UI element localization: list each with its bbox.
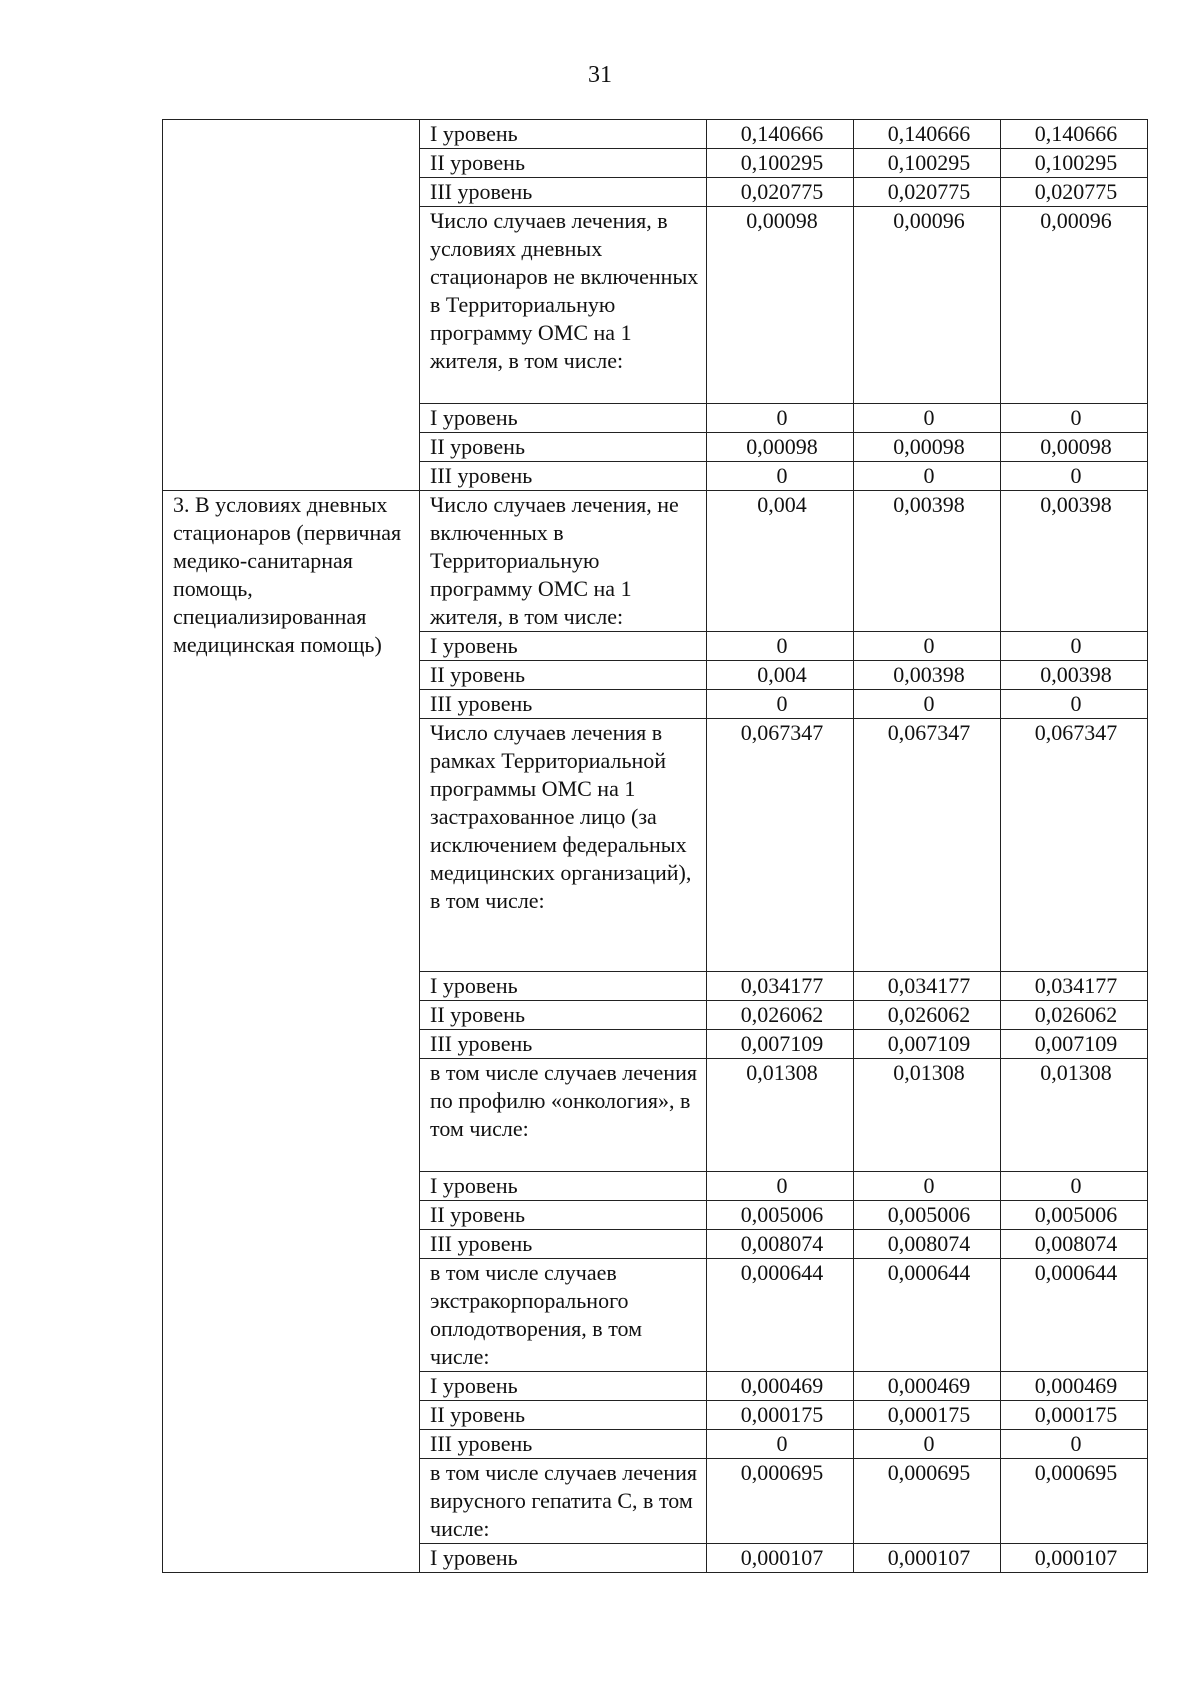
row-label: в том числе случаев лечения вирусного гепатита С, в том числе: bbox=[420, 1459, 707, 1544]
row-label: III уровень bbox=[420, 1030, 707, 1059]
value-cell: 0,140666 bbox=[1001, 120, 1148, 149]
value-cell: 0,100295 bbox=[707, 149, 854, 178]
value-cell: 0,100295 bbox=[1001, 149, 1148, 178]
value-cell: 0,000175 bbox=[854, 1401, 1001, 1430]
row-label: II уровень bbox=[420, 149, 707, 178]
value-cell: 0,000175 bbox=[1001, 1401, 1148, 1430]
value-cell: 0,000469 bbox=[854, 1372, 1001, 1401]
value-cell: 0 bbox=[707, 462, 854, 491]
value-cell: 0,005006 bbox=[1001, 1201, 1148, 1230]
value-cell: 0 bbox=[854, 462, 1001, 491]
value-cell: 0,034177 bbox=[707, 972, 854, 1001]
value-cell: 0,00098 bbox=[1001, 433, 1148, 462]
row-label: I уровень bbox=[420, 1372, 707, 1401]
category-cell-empty bbox=[163, 120, 420, 491]
value-cell: 0 bbox=[707, 1430, 854, 1459]
value-cell: 0,000107 bbox=[854, 1544, 1001, 1573]
value-cell: 0,000175 bbox=[707, 1401, 854, 1430]
value-cell: 0,00098 bbox=[707, 207, 854, 404]
value-cell: 0 bbox=[1001, 404, 1148, 433]
row-label: Число случаев лечения в рамках Территориальной программы ОМС на 1 застрахованное лицо (за исключением федеральных медицинских организаций), в том числе: bbox=[420, 719, 707, 972]
value-cell: 0,000107 bbox=[707, 1544, 854, 1573]
data-table bbox=[162, 119, 1148, 1573]
row-label: III уровень bbox=[420, 462, 707, 491]
value-cell: 0,00398 bbox=[854, 491, 1001, 632]
page-number: 31 bbox=[588, 62, 612, 88]
row-label: II уровень bbox=[420, 433, 707, 462]
value-cell: 0,008074 bbox=[854, 1230, 1001, 1259]
value-cell: 0 bbox=[707, 632, 854, 661]
row-label: I уровень bbox=[420, 1172, 707, 1201]
value-cell: 0,067347 bbox=[854, 719, 1001, 972]
row-label: в том числе случаев экстракорпорального оплодотворения, в том числе: bbox=[420, 1259, 707, 1372]
value-cell: 0 bbox=[854, 1430, 1001, 1459]
value-cell: 0 bbox=[854, 632, 1001, 661]
value-cell: 0,01308 bbox=[854, 1059, 1001, 1172]
category-cell: 3. В условиях дневных стационаров (первичная медико-санитарная помощь, специализированная медицинская помощь) bbox=[163, 491, 420, 1573]
value-cell: 0,00398 bbox=[1001, 491, 1148, 632]
value-cell: 0 bbox=[707, 404, 854, 433]
row-label: III уровень bbox=[420, 1230, 707, 1259]
value-cell: 0,000695 bbox=[1001, 1459, 1148, 1544]
value-cell: 0,026062 bbox=[1001, 1001, 1148, 1030]
value-cell: 0,01308 bbox=[707, 1059, 854, 1172]
value-cell: 0 bbox=[1001, 1430, 1148, 1459]
value-cell: 0,000695 bbox=[854, 1459, 1001, 1544]
value-cell: 0,020775 bbox=[854, 178, 1001, 207]
row-label: Число случаев лечения, в условиях дневных стационаров не включенных в Территориальную программу ОМС на 1 жителя, в том числе: bbox=[420, 207, 707, 404]
value-cell: 0,000695 bbox=[707, 1459, 854, 1544]
value-cell: 0,008074 bbox=[707, 1230, 854, 1259]
value-cell: 0,067347 bbox=[707, 719, 854, 972]
table-row bbox=[163, 491, 1148, 632]
value-cell: 0,020775 bbox=[707, 178, 854, 207]
value-cell: 0,004 bbox=[707, 491, 854, 632]
value-cell: 0 bbox=[1001, 462, 1148, 491]
row-label: III уровень bbox=[420, 690, 707, 719]
value-cell: 0,000644 bbox=[707, 1259, 854, 1372]
row-label: II уровень bbox=[420, 1201, 707, 1230]
value-cell: 0,008074 bbox=[1001, 1230, 1148, 1259]
row-label: I уровень bbox=[420, 120, 707, 149]
row-label: I уровень bbox=[420, 404, 707, 433]
value-cell: 0,000644 bbox=[854, 1259, 1001, 1372]
value-cell: 0 bbox=[1001, 690, 1148, 719]
row-label: I уровень bbox=[420, 1544, 707, 1573]
row-label: II уровень bbox=[420, 1401, 707, 1430]
row-label: II уровень bbox=[420, 661, 707, 690]
table-row bbox=[163, 120, 1148, 149]
row-label: I уровень bbox=[420, 632, 707, 661]
row-label: II уровень bbox=[420, 1001, 707, 1030]
value-cell: 0,005006 bbox=[854, 1201, 1001, 1230]
value-cell: 0,004 bbox=[707, 661, 854, 690]
value-cell: 0,026062 bbox=[707, 1001, 854, 1030]
value-cell: 0,00398 bbox=[1001, 661, 1148, 690]
value-cell: 0,007109 bbox=[1001, 1030, 1148, 1059]
value-cell: 0,00096 bbox=[1001, 207, 1148, 404]
value-cell: 0,034177 bbox=[1001, 972, 1148, 1001]
value-cell: 0 bbox=[1001, 1172, 1148, 1201]
value-cell: 0,00098 bbox=[854, 433, 1001, 462]
value-cell: 0 bbox=[854, 690, 1001, 719]
value-cell: 0,000107 bbox=[1001, 1544, 1148, 1573]
value-cell: 0,000469 bbox=[707, 1372, 854, 1401]
value-cell: 0,007109 bbox=[854, 1030, 1001, 1059]
value-cell: 0,007109 bbox=[707, 1030, 854, 1059]
value-cell: 0,140666 bbox=[707, 120, 854, 149]
value-cell: 0,01308 bbox=[1001, 1059, 1148, 1172]
value-cell: 0,00398 bbox=[854, 661, 1001, 690]
value-cell: 0 bbox=[707, 690, 854, 719]
value-cell: 0 bbox=[854, 1172, 1001, 1201]
row-label: в том числе случаев лечения по профилю «онкология», в том числе: bbox=[420, 1059, 707, 1172]
row-label: Число случаев лечения, не включенных в Территориальную программу ОМС на 1 жителя, в том числе: bbox=[420, 491, 707, 632]
row-label: III уровень bbox=[420, 178, 707, 207]
row-label: III уровень bbox=[420, 1430, 707, 1459]
value-cell: 0,067347 bbox=[1001, 719, 1148, 972]
value-cell: 0,026062 bbox=[854, 1001, 1001, 1030]
value-cell: 0 bbox=[1001, 632, 1148, 661]
row-label: I уровень bbox=[420, 972, 707, 1001]
value-cell: 0,020775 bbox=[1001, 178, 1148, 207]
value-cell: 0,000644 bbox=[1001, 1259, 1148, 1372]
value-cell: 0,000469 bbox=[1001, 1372, 1148, 1401]
value-cell: 0 bbox=[854, 404, 1001, 433]
value-cell: 0,034177 bbox=[854, 972, 1001, 1001]
value-cell: 0 bbox=[707, 1172, 854, 1201]
value-cell: 0,140666 bbox=[854, 120, 1001, 149]
value-cell: 0,00096 bbox=[854, 207, 1001, 404]
value-cell: 0,00098 bbox=[707, 433, 854, 462]
value-cell: 0,005006 bbox=[707, 1201, 854, 1230]
value-cell: 0,100295 bbox=[854, 149, 1001, 178]
